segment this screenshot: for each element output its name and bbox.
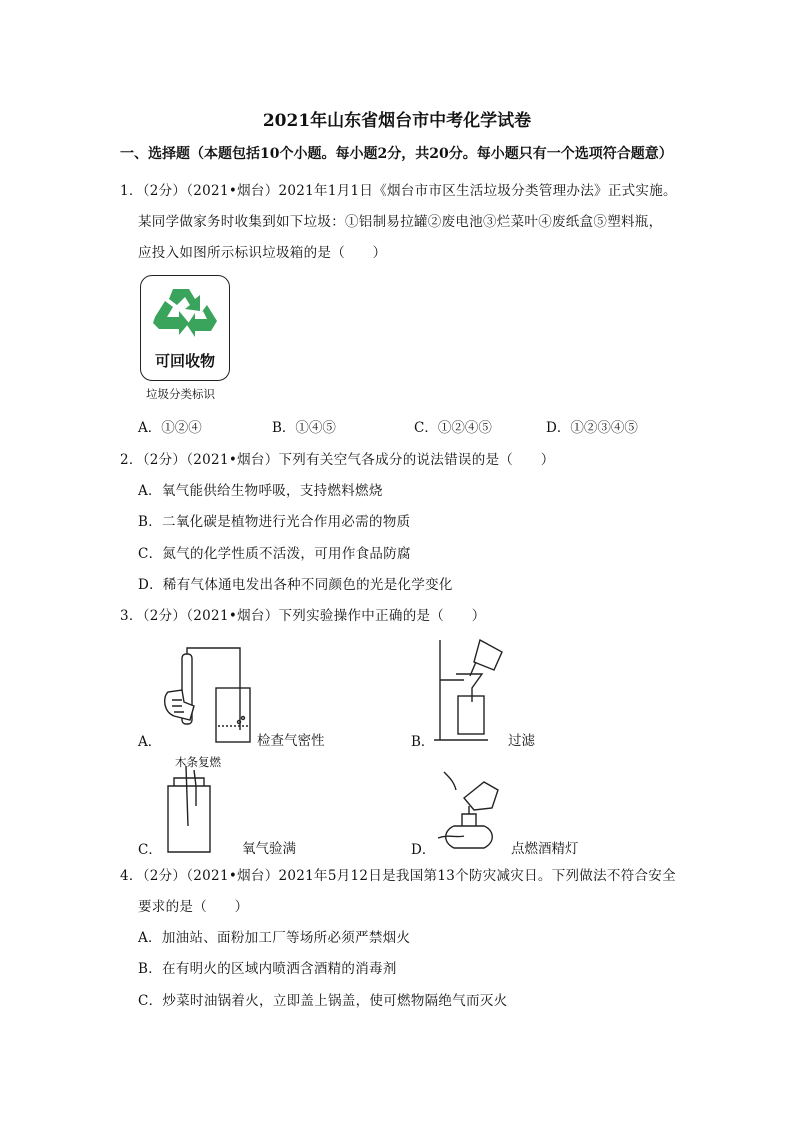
q2-option-c: C．氮气的化学性质不活泼，可用作食品防腐: [138, 546, 411, 562]
q1-option-b: B．①④⑤: [272, 420, 336, 436]
q2-option-a: A．氧气能供给生物呼吸，支持燃料燃烧: [138, 483, 383, 499]
q1-option-c: C．①②④⑤: [414, 420, 492, 436]
q3-option-a-caption: 检查气密性: [257, 733, 325, 749]
q3-option-c-caption: 氧气验满: [242, 841, 296, 857]
q4-option-a: A．加油站、面粉加工厂等场所必须严禁烟火: [138, 930, 411, 946]
q1-line2: 某同学做家务时收集到如下垃圾：①铝制易拉罐②废电池③烂菜叶④废纸盒⑤塑料瓶，: [138, 214, 663, 230]
q1-option-a: A．①②④: [138, 420, 202, 436]
recycle-sign-caption: 垃圾分类标识: [146, 387, 215, 401]
q2-option-d: D．稀有气体通电发出各种不同颜色的光是化学变化: [138, 577, 453, 593]
q3-option-c-top-label: 木条复燃: [175, 755, 221, 769]
oxygen-test-illustration: [160, 766, 220, 856]
q3-option-b-label: B．: [411, 734, 435, 750]
q1-line3: 应投入如图所示标识垃圾箱的是（ ）: [138, 245, 387, 261]
q3-stem: 3．（2分）（2021•烟台）下列实验操作中正确的是（ ）: [120, 608, 486, 624]
q4-option-b: B．在有明火的区域内喷洒含酒精的消毒剂: [138, 961, 397, 977]
airtightness-check-illustration: [160, 646, 260, 746]
q1-option-d: D．①②③④⑤: [546, 420, 638, 436]
q3-option-d-caption: 点燃酒精灯: [511, 841, 579, 857]
q4-option-c: C．炒菜时油锅着火，立即盖上锅盖，使可燃物隔绝气而灭火: [138, 993, 508, 1009]
recycle-sign: [140, 275, 230, 381]
recycle-icon: [145, 281, 225, 347]
q4-line1: 4．（2分）（2021•烟台）2021年5月12日是我国第13个防灾减灾日。下列做法不符合安全: [120, 868, 676, 884]
q1-line1: 1．（2分）（2021•烟台）2021年1月1日《烟台市市区生活垃圾分类管理办法》正式实施。: [120, 183, 677, 199]
section-heading: 一、选择题（本题包括10个小题。每小题2分，共20分。每小题只有一个选项符合题意）: [120, 146, 673, 162]
page-title: 2021年山东省烟台市中考化学试卷: [262, 111, 532, 131]
filtration-illustration: [432, 636, 512, 744]
q4-line2: 要求的是（ ）: [138, 899, 249, 915]
q2-stem: 2．（2分）（2021•烟台）下列有关空气各成分的说法错误的是（ ）: [120, 452, 555, 468]
recycle-sign-text: 可回收物: [154, 352, 215, 370]
q2-option-b: B．二氧化碳是植物进行光合作用必需的物质: [138, 514, 411, 530]
q3-option-c-label: C．: [138, 842, 162, 858]
q3-option-d-label: D．: [411, 842, 436, 858]
q3-option-a-label: A．: [138, 734, 162, 750]
q3-option-b-caption: 过滤: [508, 733, 535, 749]
alcohol-lamp-illustration: [434, 768, 514, 858]
